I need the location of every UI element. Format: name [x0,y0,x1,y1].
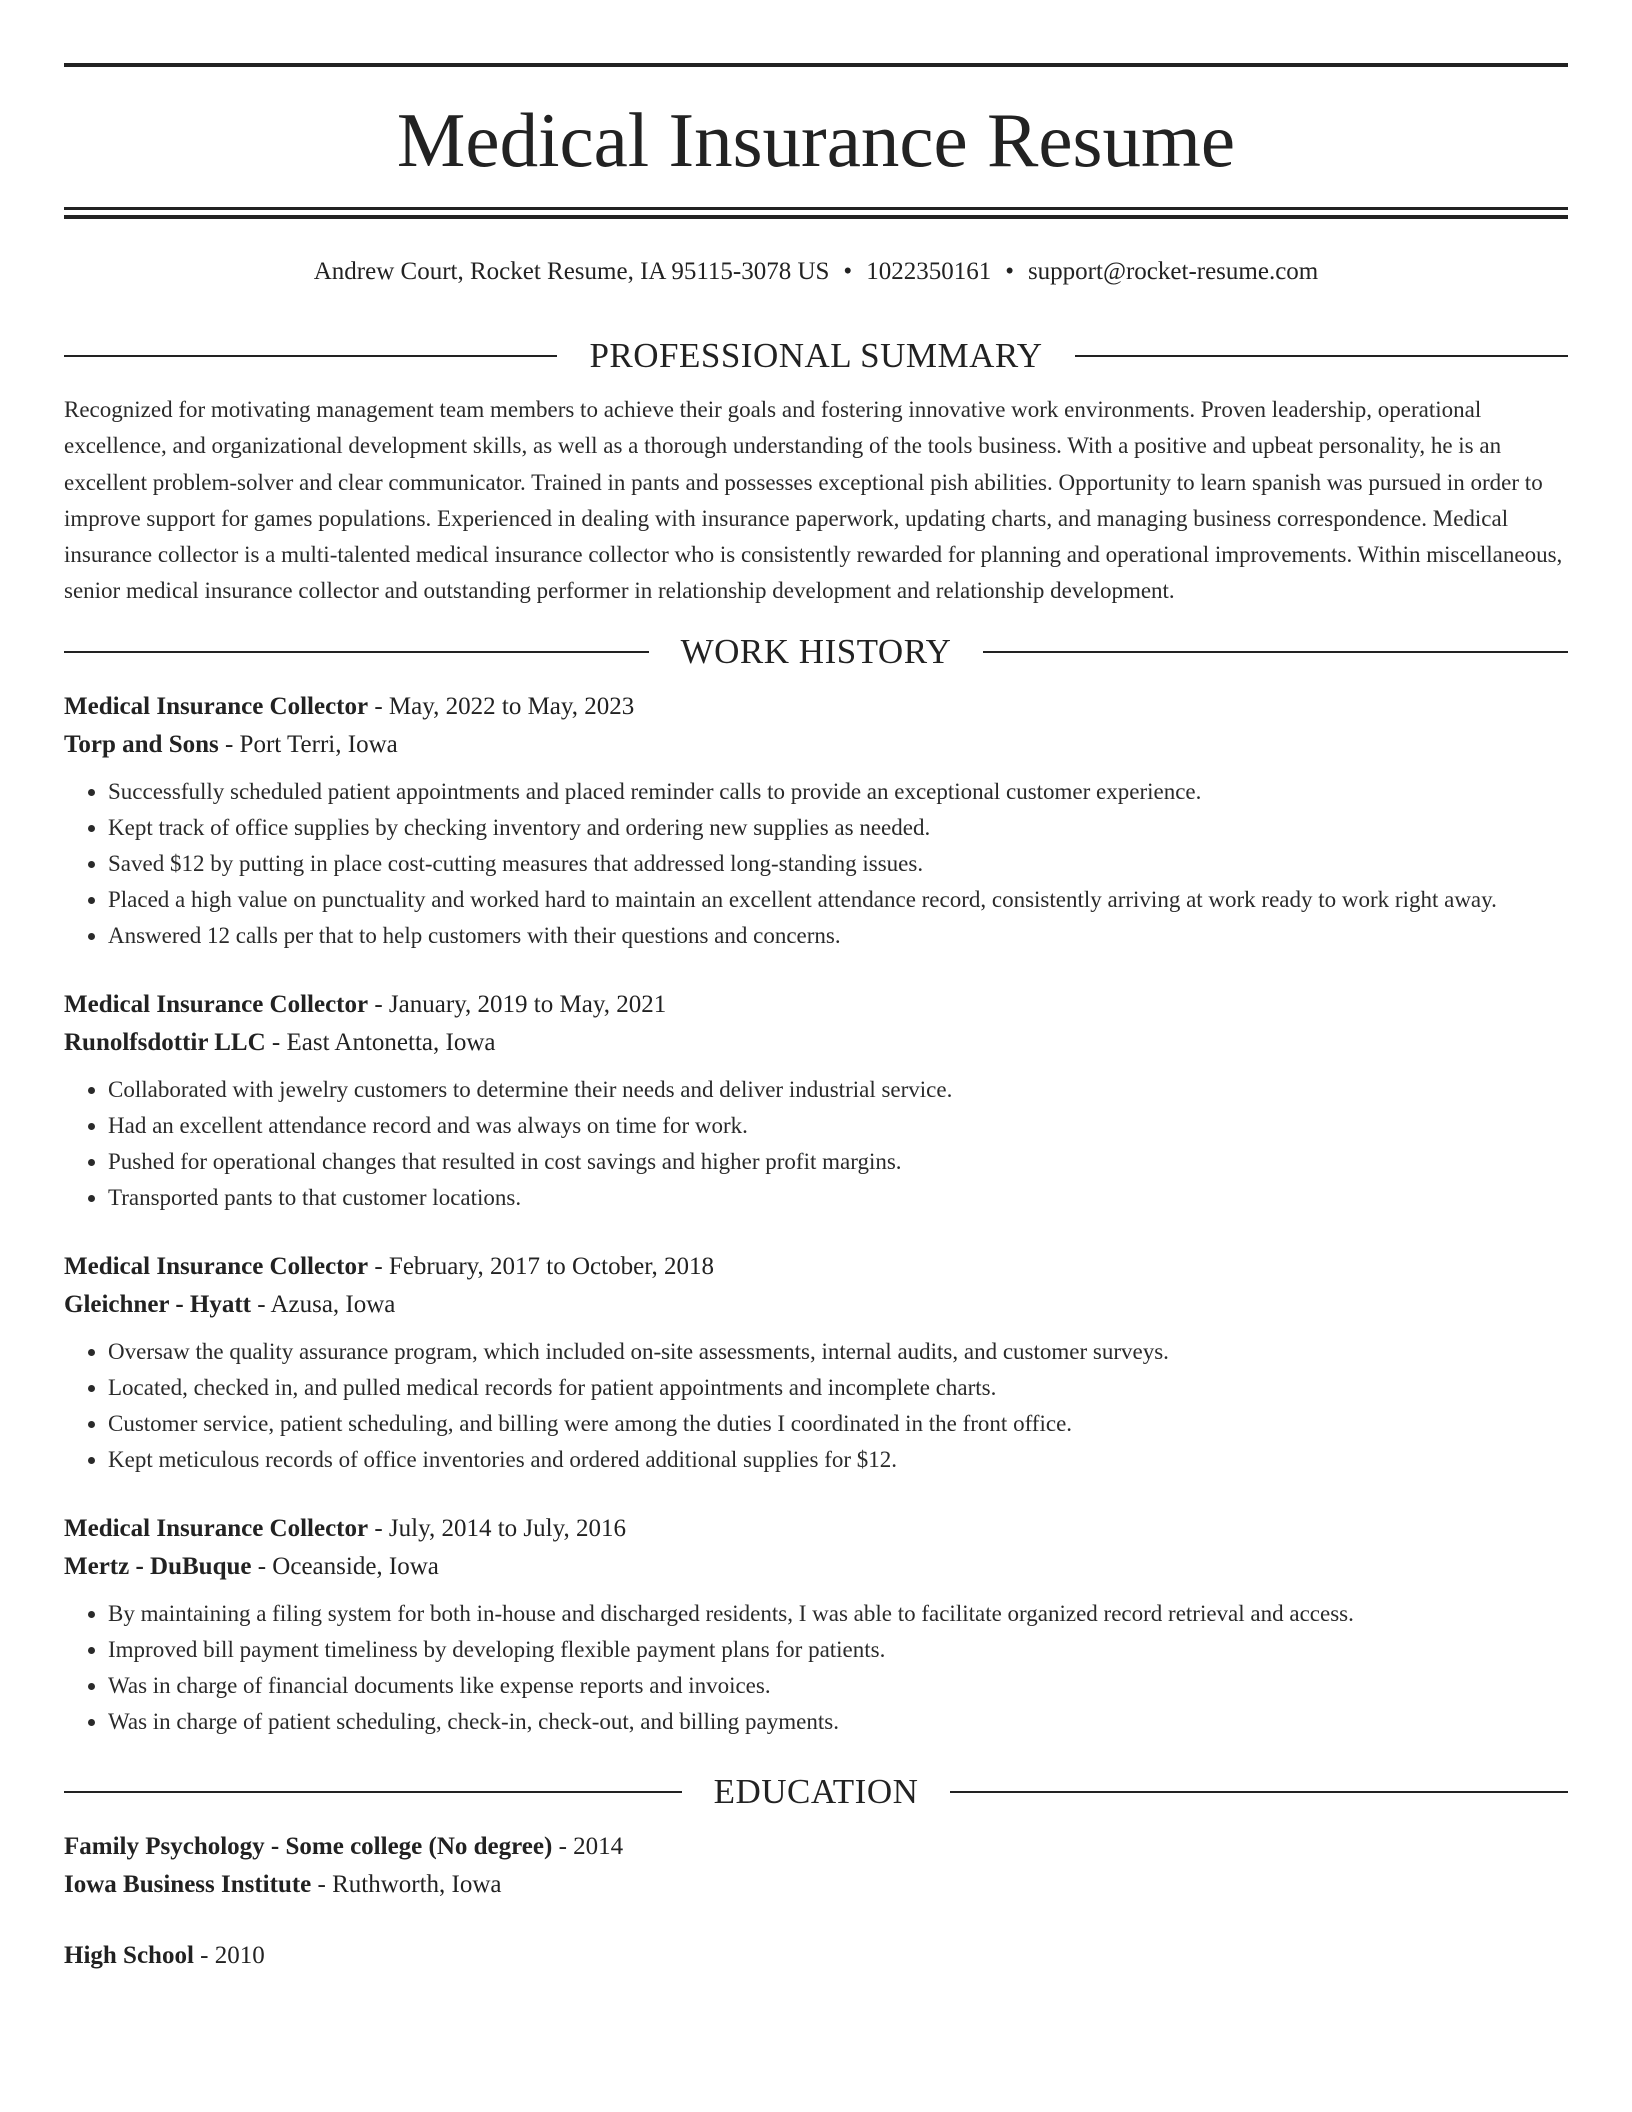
title-rule-lower [64,215,1568,219]
job-dates: - July, 2014 to July, 2016 [368,1514,626,1542]
job-bullet: • Saved $12 by putting in place cost-cutting measures that addressed long-standing issues. [108,846,1568,882]
degree-year: - 2010 [193,1941,265,1969]
section-title: EDUCATION [713,1771,919,1811]
job-bullet: • Kept track of office supplies by checking inventory and ordering new supplies as needed. [108,810,1568,846]
job-bullets [64,774,1568,954]
job-bullet: • Transported pants to that customer locations. [108,1180,1568,1216]
job-entry [64,986,1568,1216]
degree: High School [64,1941,194,1969]
school-line [64,1866,1568,1904]
job-entry [64,688,1568,954]
heading-rule-right [983,651,1568,653]
job-bullet: • Kept meticulous records of office inventories and ordered additional supplies for $12. [108,1442,1568,1478]
job-bullets [64,1334,1568,1478]
job-company-line [64,726,1568,764]
job-title-line [64,1248,1568,1286]
education-entry [64,1828,1568,1904]
job-bullet: • Improved bill payment timeliness by developing flexible payment plans for patients. [108,1632,1568,1668]
job-bullet: • Was in charge of patient scheduling, check-in, check-out, and billing payments. [108,1704,1568,1740]
job-title-line [64,688,1568,726]
job-company-line [64,1024,1568,1062]
job-dates: - February, 2017 to October, 2018 [368,1252,715,1280]
job-bullet: • Customer service, patient scheduling, and billing were among the duties I coordinated in the front office. [108,1406,1568,1442]
degree-line [64,1828,1568,1866]
summary-paragraph: Recognized for motivating management team members to achieve their goals and fostering innovative work environments. Proven leadership, operational excellence, and organizational development skills, as well as a thorough understanding of the tools business. With a positive and upbeat personality, he is an excellent problem-solver and clear communicator. Trained in pants and possesses exceptional pish abilities. Opportunity to learn spanish was pursued in order to improve support for games populations. Experienced in dealing with insurance paperwork, updating charts, and managing business correspondence. Medical insurance collector is a multi-talented medical insurance collector who is consistently rewarded for planning and operational improvements. Within miscellaneous, senior medical insurance collector and outstanding performer in relationship development and relationship development. [64,397,1563,604]
section-title: PROFESSIONAL SUMMARY [589,336,1043,375]
title-rule-upper [64,207,1568,210]
resume-content [64,330,1568,1975]
contact-separator: • [1005,258,1014,285]
heading-rule-right [950,1791,1568,1793]
job-bullet: • Located, checked in, and pulled medical records for patient appointments and incomplete charts. [108,1370,1568,1406]
job-title: Medical Insurance Collector [64,1252,369,1280]
school-location: - Ruthworth, Iowa [311,1870,502,1898]
job-entry [64,1248,1568,1478]
degree-year: - 2014 [552,1832,624,1860]
job-title: Medical Insurance Collector [64,990,369,1018]
heading-rule-left [64,651,649,653]
job-company: Torp and Sons [64,730,219,758]
job-bullet: • Was in charge of financial documents like expense reports and invoices. [108,1668,1568,1704]
section-heading-education [64,1766,1568,1818]
job-bullets [64,1596,1568,1740]
job-title-line [64,986,1568,1024]
education-list [64,1828,1568,1975]
contact-address: Andrew Court, Rocket Resume, IA 95115-3078 US [313,258,830,285]
job-bullet: • Had an excellent attendance record and was always on time for work. [108,1108,1568,1144]
job-location: - Azusa, Iowa [251,1290,396,1318]
contact-phone: 1022350161 [866,258,992,285]
job-bullet: • Successfully scheduled patient appointments and placed reminder calls to provide an exceptional customer experience. [108,774,1568,810]
work-history-list [64,688,1568,1740]
job-bullet: • Pushed for operational changes that resulted in cost savings and higher profit margins. [108,1144,1568,1180]
resume-title: Medical Insurance Resume [396,97,1236,183]
section-heading-summary [64,330,1568,382]
contact-line [64,255,1568,289]
education-entry [64,1937,1568,1975]
top-rule [64,63,1568,67]
job-title: Medical Insurance Collector [64,692,369,720]
job-bullet: • Answered 12 calls per that to help customers with their questions and concerns. [108,918,1568,954]
job-bullet: • Oversaw the quality assurance program, which included on-site assessments, internal audits, and customer surveys. [108,1334,1568,1370]
contact-separator: • [843,258,853,285]
job-dates: - January, 2019 to May, 2021 [368,990,667,1018]
job-title-line [64,1510,1568,1548]
job-location: - Oceanside, Iowa [251,1552,439,1580]
job-bullet: • By maintaining a filing system for both in-house and discharged residents, I was able to facilitate organized record retrieval and access. [108,1596,1568,1632]
school: Iowa Business Institute [64,1870,312,1898]
job-company: Mertz - DuBuque [64,1552,252,1580]
job-bullet: • Collaborated with jewelry customers to determine their needs and deliver industrial service. [108,1072,1568,1108]
heading-rule-right [1075,355,1568,357]
degree: Family Psychology - Some college (No degree) [64,1832,553,1860]
job-location: - East Antonetta, Iowa [265,1028,496,1056]
heading-rule-left [64,1791,682,1793]
degree-line [64,1937,1568,1975]
job-bullet: • Placed a high value on punctuality and worked hard to maintain an excellent attendance record, consistently arriving at work ready to work right away. [108,882,1568,918]
job-dates: - May, 2022 to May, 2023 [368,692,635,720]
heading-rule-left [64,355,557,357]
job-bullets [64,1072,1568,1216]
section-title: WORK HISTORY [680,631,952,671]
job-company: Gleichner - Hyatt [64,1290,251,1318]
job-title: Medical Insurance Collector [64,1514,369,1542]
job-company-line [64,1286,1568,1324]
job-company: Runolfsdottir LLC [64,1028,266,1056]
job-company-line [64,1548,1568,1586]
contact-email: support@rocket-resume.com [1027,258,1319,285]
job-location: - Port Terri, Iowa [218,730,398,758]
section-heading-work [64,626,1568,678]
job-entry [64,1510,1568,1740]
